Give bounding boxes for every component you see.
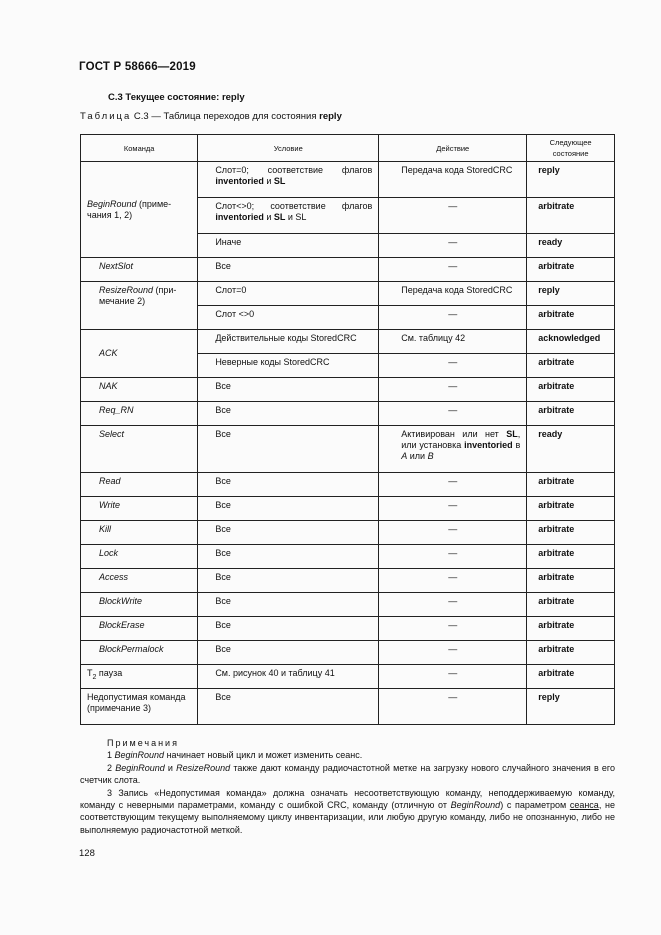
next-state-cell: arbitrate [527,306,615,330]
condition-cell: Все [198,593,379,617]
note-number: 2 [107,762,116,773]
caption-text: С.3 — Таблица переходов для состояния [133,111,317,122]
condition-cell [198,162,379,198]
action-cell: — [379,617,527,641]
command-name: BeginRound [87,198,137,209]
note-command: ResizeRound [176,762,231,773]
next-state-cell: arbitrate [527,545,615,569]
note-3 [80,787,615,837]
command-cell: Lock [81,545,198,569]
table-row [81,545,615,569]
condition-text: Слот<>0; соответствие флагов [215,201,373,211]
condition-cell: Все [198,689,379,725]
next-state-cell: arbitrate [527,473,615,497]
condition-cell: Все [198,473,379,497]
note-number: 1 [107,750,115,761]
condition-cell: Слот=0 [198,282,379,306]
action-text: , или установка [401,429,521,450]
action-cell: — [379,665,527,689]
header-command: Команда [81,135,198,162]
action-cell: — [379,402,527,426]
table-row [81,521,615,545]
action-cell: — [379,198,527,234]
condition-cell: Все [198,497,379,521]
action-cell: — [379,545,527,569]
next-state-cell: reply [527,282,615,306]
condition-text: и [263,176,274,186]
action-cell: — [379,378,527,402]
next-state-cell: arbitrate [527,198,615,234]
command-cell: Kill [81,521,198,545]
command-cell [81,665,198,689]
flag-sl: SL [506,429,518,439]
table-row [81,497,615,521]
note-text: начинает новый цикл и может изменить сеанс. [164,750,363,761]
table-caption [80,111,342,122]
command-cell: BlockWrite [81,593,198,617]
condition-cell: Все [198,426,379,473]
command-cell [81,162,198,258]
command-name: пауза [96,668,123,678]
command-cell: BlockErase [81,617,198,641]
condition-text: Слот=0; соответствие флагов [215,165,373,175]
note-text: и [164,762,177,773]
table-row [81,593,615,617]
condition-cell: Неверные коды StoredCRC [198,354,379,378]
next-state-cell: ready [527,234,615,258]
table-row [81,402,615,426]
action-cell: Передача кода StoredCRC [379,282,527,306]
command-name: T [87,668,93,678]
action-cell: — [379,689,527,725]
command-cell: NextSlot [81,258,198,282]
condition-cell: Все [198,402,379,426]
table-header-row [81,135,615,162]
caption-label: Таблица [80,111,132,122]
command-note: (приме-чания 1, 2) [87,198,172,220]
command-cell: Write [81,497,198,521]
note-1 [80,749,615,761]
condition-text: и SL [285,212,307,222]
next-state-cell: arbitrate [527,593,615,617]
table-row [81,689,615,725]
transition-table [80,134,615,725]
condition-cell: Все [198,521,379,545]
note-text: 3 Запись «Недопустимая команда» должна означать несоответствующую команду, неподдерживаемую команду, команду с неверными параметрами, команду с ошибкой CRC, команду (отличную от [80,787,615,811]
action-cell: — [379,521,527,545]
action-cell: — [379,497,527,521]
table-row [81,282,615,306]
note-underlined: сеанса [569,800,599,811]
page-number: 128 [79,848,95,859]
flag-sl: SL [273,212,286,222]
table-row [81,617,615,641]
action-cell: — [379,234,527,258]
condition-cell: Все [198,617,379,641]
next-state-cell: arbitrate [527,378,615,402]
table-row [81,569,615,593]
condition-cell: См. рисунок 40 и таблицу 41 [198,665,379,689]
next-state-cell: arbitrate [527,497,615,521]
note-text: , не соответствующим текущему выполняемому циклу инвентаризации, или любую другую команду, либо не опознанную, либо не выполняемую радиочастотной меткой. [80,800,615,835]
condition-cell: Все [198,258,379,282]
condition-cell: Все [198,545,379,569]
condition-cell: Все [198,569,379,593]
command-cell: Access [81,569,198,593]
action-cell: — [379,473,527,497]
note-2 [80,762,615,787]
flag-sl: SL [273,176,286,186]
next-state-cell: arbitrate [527,569,615,593]
section-title: С.3 Текущее состояние: reply [108,92,245,103]
action-text: в [512,440,521,450]
command-note: (при-мечание 2) [99,285,177,306]
condition-cell: Действительные коды StoredCRC [198,330,379,354]
action-cell: Передача кода StoredCRC [379,162,527,198]
command-cell: Select [81,426,198,473]
action-cell: — [379,354,527,378]
next-state-cell: arbitrate [527,354,615,378]
condition-text: и [263,212,274,222]
standard-title: ГОСТ Р 58666—2019 [79,61,196,73]
next-state-cell: reply [527,162,615,198]
next-state-cell: ready [527,426,615,473]
condition-cell: Иначе [198,234,379,258]
next-state-cell: arbitrate [527,521,615,545]
action-cell: — [379,593,527,617]
table-row [81,330,615,354]
action-cell [379,426,527,473]
command-cell: NAK [81,378,198,402]
next-state-cell: arbitrate [527,641,615,665]
command-cell: BlockPermalock [81,641,198,665]
caption-state: reply [319,111,342,122]
note-text: также дают команду радиочастотной метке на загрузку нового случайного значения в его счетчик слота. [80,762,615,786]
table-row [81,473,615,497]
next-state-cell: arbitrate [527,258,615,282]
next-state-cell: arbitrate [527,617,615,641]
action-cell: См. таблицу 42 [379,330,527,354]
condition-cell: Все [198,641,379,665]
action-cell: — [379,258,527,282]
notes-heading: Примечания [107,738,179,748]
table-row [81,258,615,282]
command-cell: Недопустимая команда (примечание 3) [81,689,198,725]
command-cell: Read [81,473,198,497]
action-cell: — [379,641,527,665]
condition-cell [198,198,379,234]
action-text: или [407,451,428,461]
condition-cell: Слот <>0 [198,306,379,330]
table-row [81,378,615,402]
command-subscript: 2 [92,673,97,681]
table-row [81,665,615,689]
action-cell: — [379,306,527,330]
header-condition: Условие [198,135,379,162]
note-command: BeginRound [115,762,165,773]
flag-inventoried: inventoried [215,176,264,186]
flag-inventoried: inventoried [215,212,264,222]
command-cell [81,282,198,330]
value-a: A [401,451,408,461]
action-cell: — [379,569,527,593]
command-name: ResizeRound [99,285,154,295]
header-action: Действие [379,135,527,162]
note-command: BeginRound [114,750,165,761]
next-state-cell: reply [527,689,615,725]
table-row [81,641,615,665]
flag-inventoried: inventoried [464,440,513,450]
action-text: Активирован или нет [401,429,507,439]
condition-cell: Все [198,378,379,402]
value-b: B [427,451,434,461]
next-state-cell: arbitrate [527,402,615,426]
note-text: ) с параметром [500,800,570,811]
table-row [81,162,615,198]
header-next-state: Следующее состояние [527,135,615,162]
command-cell: Req_RN [81,402,198,426]
note-command: BeginRound [450,800,501,811]
command-cell: ACK [81,330,198,378]
next-state-cell: arbitrate [527,665,615,689]
notes [80,737,615,836]
next-state-cell: acknowledged [527,330,615,354]
table-row [81,426,615,473]
